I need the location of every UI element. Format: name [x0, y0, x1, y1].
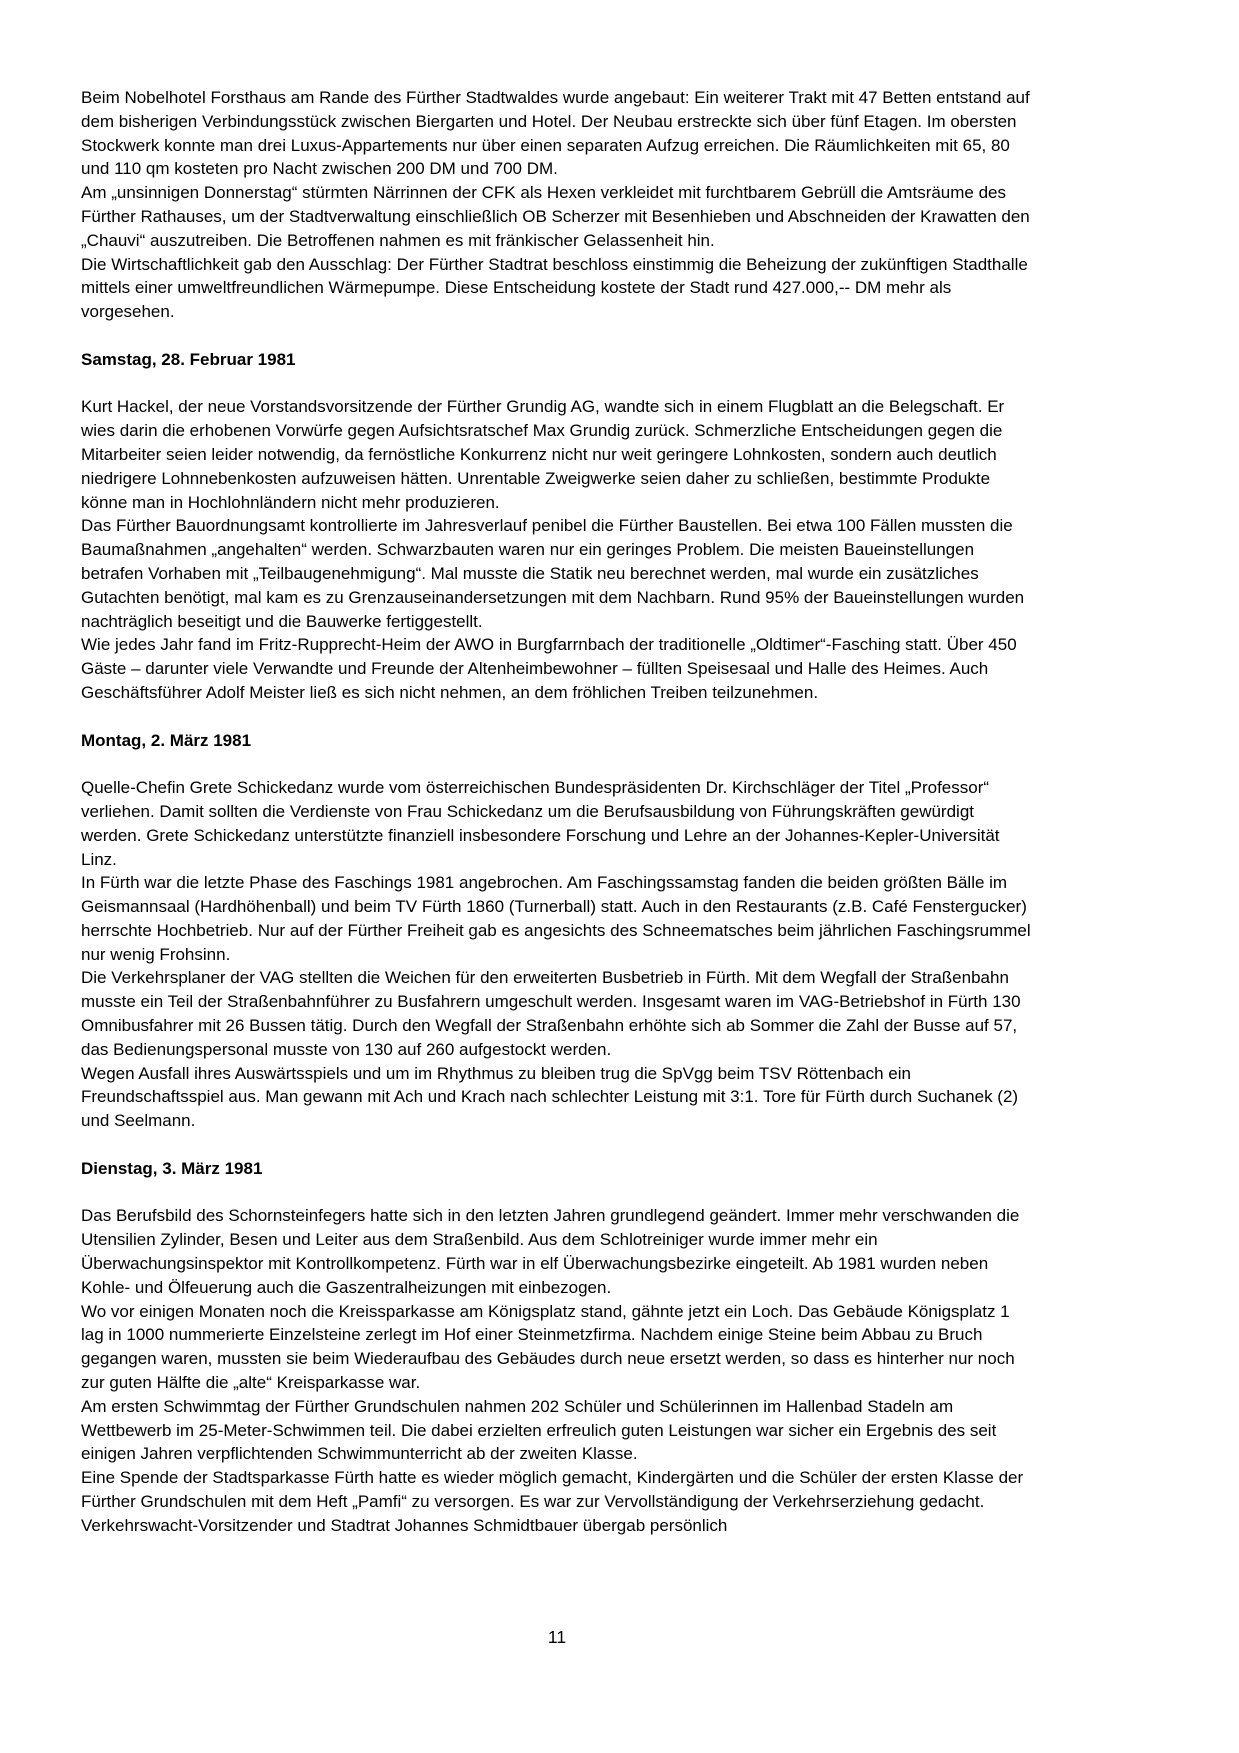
section-heading-samstag: Samstag, 28. Februar 1981 [81, 349, 296, 369]
paragraph: Am „unsinnigen Donnerstag“ stürmten Närrinnen der CFK als Hexen verkleidet mit furchtbarem Gebrüll die Amtsräume des Fürther Rathauses, um der Stadtverwaltung einschließlich OB Scherzer mit Besenhieben und Abschneiden der Krawatten den „Chauvi“ auszutreiben. Die Betroffenen nahmen es mit fränkischer Gelassenheit hin. [81, 183, 1030, 250]
paragraph: Quelle-Chefin Grete Schickedanz wurde vom österreichischen Bundespräsidenten Dr. Kirchschläger der Titel „Professor“ verliehen. Damit sollten die Verdienste von Frau Schickedanz um die Berufsausbildung von Führungskräften gewürdigt werden. Grete Schickedanz unterstützte finanziell insbesondere Forschung und Lehre an der Johannes-Kepler-Universität Linz. [81, 778, 1000, 869]
paragraph: Beim Nobelhotel Forsthaus am Rande des Fürther Stadtwaldes wurde angebaut: Ein weiterer Trakt mit 47 Betten entstand auf dem bisherigen Verbindungsstück zwischen Biergarten und Hotel. Der Neubau erstreckte sich über fünf Etagen. Im obersten Stockwerk konnte man drei Luxus-Appartements nur über einen separaten Aufzug erreichen. Die Räumlichkeiten mit 65, 80 und 110 qm kosteten pro Nacht zwischen 200 DM und 700 DM. [81, 88, 1030, 179]
paragraph: Die Verkehrsplaner der VAG stellten die Weichen für den erweiterten Busbetrieb in Fürth. Mit dem Wegfall der Straßenbahn musste ein Teil der Straßenbahnführer zu Busfahrern umgeschult werden. Insgesamt waren im VAG-Betriebshof in Fürth 130 Omnibusfahrer mit 26 Bussen tätig. Durch den Wegfall der Straßenbahn erhöhte sich ab Sommer die Zahl der Busse auf 57, das Bedienungspersonal musste von 130 auf 260 aufgestockt werden. [81, 968, 1021, 1059]
paragraph: Kurt Hackel, der neue Vorstandsvorsitzende der Fürther Grundig AG, wandte sich in einem Flugblatt an die Belegschaft. Er wies darin die erhobenen Vorwürfe gegen Aufsichtsratschef Max Grundig zurück. Schmerzliche Entscheidungen gegen die Mitarbeiter seien leider notwendig, da fernöstliche Konkurrenz nicht nur weit geringere Lohnkosten, sondern auch deutlich niedrigere Lohnnebenkosten aufzuweisen hätten. Unrentable Zweigwerke seien daher zu schließen, bestimmte Produkte könne man in Hochlohnländern nicht mehr produzieren. [81, 397, 1005, 512]
paragraph: In Fürth war die letzte Phase des Faschings 1981 angebrochen. Am Faschingssamstag fanden die beiden größten Bälle im Geismannsaal (Hardhöhenball) und beim TV Fürth 1860 (Turnerball) statt. Auch in den Restaurants (z.B. Café Fenstergucker) herrschte Hochbetrieb. Nur auf der Fürther Freiheit gab es angesichts des Schneematsches beim jährlichen Faschingsrummel nur wenig Frohsinn. [81, 873, 1031, 964]
paragraph: Am ersten Schwimmtag der Fürther Grundschulen nahmen 202 Schüler und Schülerinnen im Hallenbad Stadeln am Wettbewerb im 25-Meter-Schwimmen teil. Die dabei erzielten erfreulich guten Leistungen war sicher ein Ergebnis des seit einigen Jahren verpflichtenden Schwimmunterricht ab der zweiten Klasse. [81, 1396, 997, 1464]
paragraph: Das Fürther Bauordnungsamt kontrollierte im Jahresverlauf penibel die Fürther Baustellen. Bei etwa 100 Fällen mussten die Baumaßnahmen „angehalten“ werden. Schwarzbauten waren nur ein geringes Problem. Die meisten Baueinstellungen betrafen Vorhaben mit „Teilbaugenehmigung“. Mal musste die Statik neu berechnet werden, mal wurde ein zusätzliches Gutachten benötigt, mal kam es zu Grenzauseinandersetzungen mit dem Nachbarn. Rund 95% der Baueinstellungen wurden nachträglich beseitigt und die Bauwerke fertiggestellt. [81, 516, 1025, 631]
paragraph: Wegen Ausfall ihres Auswärtsspiels und um im Rhythmus zu bleiben trug die SpVgg beim TSV Röttenbach ein Freundschaftsspiel aus. Man gewann mit Ach und Krach nach schlechter Leistung mit 3:1. Tore für Fürth durch Suchanek (2) und Seelmann. [81, 1063, 1019, 1131]
paragraph: Wie jedes Jahr fand im Fritz-Rupprecht-Heim der AWO in Burgfarrnbach der traditionelle „Oldtimer“-Fasching statt. Über 450 Gäste – darunter viele Verwandte und Freunde der Altenheimbewohner – füllten Speisesaal und Halle des Heimes. Auch Geschäftsführer Adolf Meister ließ es sich nicht nehmen, an dem fröhlichen Treiben teilzunehmen. [81, 635, 1017, 702]
page-number: 11 [547, 1627, 567, 1647]
page-content [81, 86, 1033, 1538]
section-heading-dienstag: Dienstag, 3. März 1981 [81, 1158, 263, 1178]
paragraph: Wo vor einigen Monaten noch die Kreissparkasse am Königsplatz stand, gähnte jetzt ein Loch. Das Gebäude Königsplatz 1 lag in 1000 nummerierte Einzelsteine zerlegt im Hof einer Steinmetzfirma. Nachdem einige Steine beim Abbau zu Bruch gegangen waren, mussten sie beim Wiederaufbau des Gebäudes durch neue ersetzt werden, so dass es hinterher nur noch zur guten Hälfte die „alte“ Kreisparkasse war. [81, 1301, 1015, 1393]
section-heading-montag: Montag, 2. März 1981 [81, 730, 252, 750]
paragraph: Die Wirtschaftlichkeit gab den Ausschlag: Der Fürther Stadtrat beschloss einstimmig die Beheizung der zukünftigen Stadthalle mittels einer umweltfreundlichen Wärmepumpe. Diese Entscheidung kostete der Stadt rund 427.000,-- DM mehr als vorgesehen. [81, 254, 1028, 322]
paragraph: Eine Spende der Stadtsparkasse Fürth hatte es wieder möglich gemacht, Kindergärten und die Schüler der ersten Klasse der Fürther Grundschulen mit dem Heft „Pamfi“ zu versorgen. Es war zur Vervollständigung der Verkehrserziehung gedacht. Verkehrswacht-Vorsitzender und Stadtrat Johannes Schmidtbauer übergab persönlich [81, 1468, 1024, 1535]
paragraph: Das Berufsbild des Schornsteinfegers hatte sich in den letzten Jahren grundlegend geändert. Immer mehr verschwanden die Utensilien Zylinder, Besen und Leiter aus dem Straßenbild. Aus dem Schlotreiniger wurde immer mehr ein Überwachungsinspektor mit Kontrollkompetenz. Fürth war in elf Überwachungsbezirke eingeteilt. Ab 1981 wurden neben Kohle- und Ölfeuerung auch die Gaszentralheizungen mit einbezogen. [81, 1206, 1020, 1297]
